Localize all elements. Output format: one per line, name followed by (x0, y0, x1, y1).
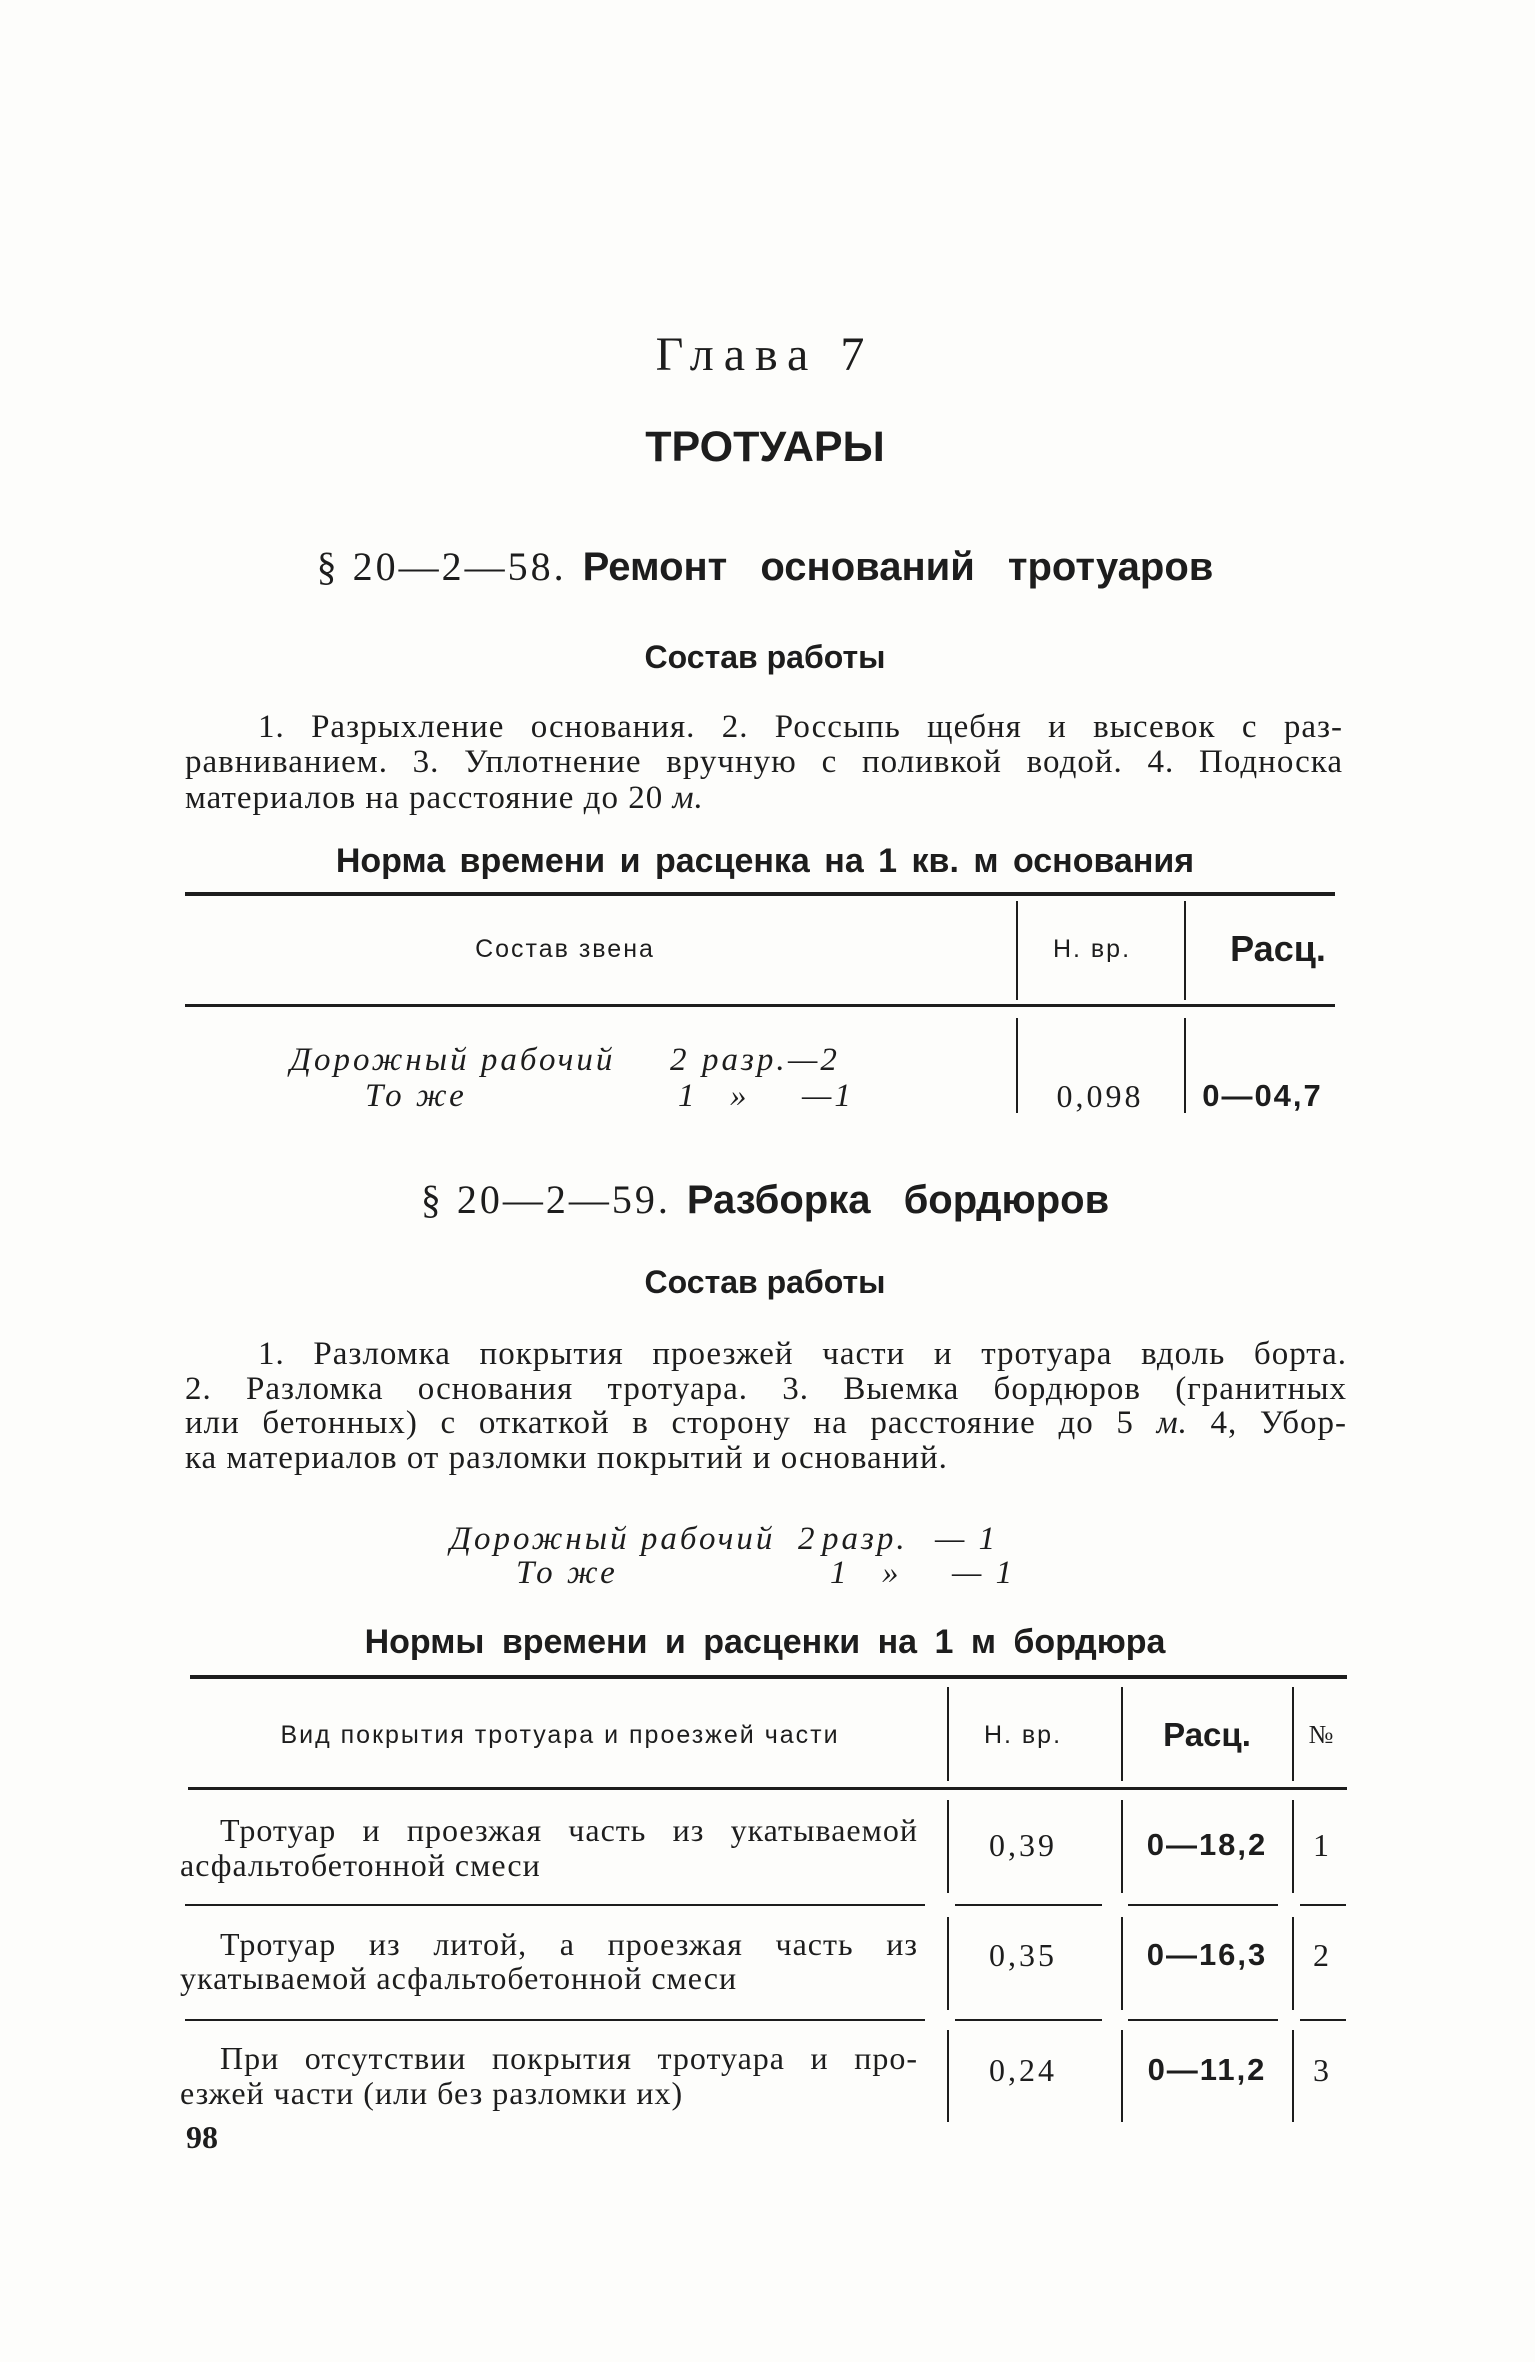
table-header-rule (185, 1004, 1335, 1007)
crew-count: —1 (802, 1078, 854, 1114)
unit-abbrev: м. (672, 780, 704, 816)
work-line-text: или бетонных) с откаткой в сторону на расстояние до 5 (185, 1405, 1157, 1441)
header-number: № (1308, 1720, 1334, 1749)
row-number: 3 (1313, 2052, 1329, 2088)
row-description-line: асфальтобетонной смеси (180, 1847, 541, 1883)
crew-unit: » (882, 1555, 902, 1591)
row-number: 1 (1313, 1827, 1329, 1863)
rate-value: 0—18,2 (1146, 1827, 1268, 1862)
norm-time-value: 0,39 (989, 1827, 1057, 1863)
chapter-label: Глава 7 (655, 328, 875, 381)
crew-unit: » (730, 1078, 750, 1114)
crew-count: — 1 (935, 1521, 999, 1557)
section-number: § 20—2—58. (316, 544, 567, 589)
work-heading: Состав работы (644, 1264, 886, 1300)
row-separator (185, 1904, 925, 1906)
page-number: 98 (186, 2119, 218, 2155)
column-divider (1184, 1018, 1186, 1113)
work-line (185, 1405, 1347, 1441)
crew-grade: 1 (830, 1555, 850, 1591)
norm-time-value: 0,098 (1056, 1078, 1144, 1114)
header-rate: Расц. (1163, 1716, 1251, 1753)
header-norm-time: Н. вр. (983, 1721, 1063, 1749)
work-line (185, 780, 704, 816)
crew-unit: разр. (822, 1521, 908, 1557)
work-line: равниванием. 3. Уплотнение вручную с поливкой водой. 4. Подноска (185, 744, 1343, 780)
chapter-title: ТРОТУАРЫ (645, 423, 885, 471)
row-separator (955, 1904, 1102, 1906)
work-line: 1. Разрыхление основания. 2. Россыпь щебня и высевок с раз- (258, 709, 1343, 745)
row-description-line: При отсутствии покрытия тротуара и про- (220, 2040, 918, 2076)
row-description-line: Тротуар из литой, а проезжая часть из (220, 1926, 918, 1962)
work-line-text: 4, Убор- (1187, 1405, 1347, 1441)
work-heading: Состав работы (644, 639, 886, 675)
header-surface-type: Вид покрытия тротуара и проезжей части (280, 1721, 840, 1749)
crew-grade: 1 (678, 1078, 698, 1114)
table-top-rule (185, 892, 1335, 896)
work-line: ка материалов от разломки покрытий и оснований. (185, 1440, 948, 1476)
section-title: Ремонт оснований тротуаров (582, 545, 1214, 589)
row-separator (1300, 2019, 1346, 2021)
rate-value: 0—16,3 (1146, 1937, 1268, 1972)
norm-heading: Норма времени и расценка на 1 кв. м основания (335, 842, 1195, 880)
work-line: 1. Разломка покрытия проезжей части и тротуара вдоль борта. (258, 1336, 1347, 1372)
section-title: Разборка бордюров (686, 1178, 1110, 1222)
section-heading (185, 1176, 1345, 1224)
unit-abbrev: м. (1156, 1405, 1188, 1441)
row-separator (185, 2019, 925, 2021)
crew-name: Дорожный рабочий (450, 1521, 776, 1557)
row-number: 2 (1313, 1937, 1329, 1973)
row-description-line: укатываемой асфальтобетонной смеси (180, 1960, 738, 1996)
row-separator (1128, 2019, 1278, 2021)
row-description-line: Тротуар и проезжая часть из укатываемой (220, 1812, 918, 1848)
column-divider (1121, 1687, 1123, 1781)
crew-grade: 2 (670, 1042, 690, 1078)
row-separator (1300, 1904, 1346, 1906)
table-header-rule (188, 1787, 1347, 1790)
crew-count: — 1 (952, 1555, 1016, 1591)
column-divider (1016, 901, 1018, 1000)
work-line: 2. Разломка основания тротуара. 3. Выемка бордюров (гранитных (185, 1371, 1347, 1407)
column-divider (947, 1687, 949, 1781)
header-norm-time: Н. вр. (1052, 935, 1132, 963)
row-description-line: езжей части (или без разломки их) (180, 2075, 684, 2111)
section-heading (185, 543, 1345, 591)
crew-grade: 2 (798, 1521, 818, 1557)
rate-value: 0—04,7 (1202, 1078, 1323, 1113)
crew-name: То же (365, 1078, 467, 1114)
norm-heading: Нормы времени и расценки на 1 м бордюра (364, 1623, 1166, 1661)
norm-time-value: 0,24 (989, 2052, 1057, 2088)
crew-unit: разр. (702, 1042, 788, 1078)
rate-value: 0—11,2 (1147, 2052, 1267, 2087)
column-divider (1184, 901, 1186, 1000)
table-top-rule (190, 1675, 1347, 1679)
crew-name: Дорожный рабочий (290, 1042, 616, 1078)
crew-count: —2 (788, 1042, 840, 1078)
header-rate: Расц. (1230, 928, 1326, 969)
column-divider (1292, 1687, 1294, 1781)
section-number: § 20—2—59. (420, 1177, 671, 1222)
norm-time-value: 0,35 (989, 1937, 1057, 1973)
crew-name: То же (516, 1555, 618, 1591)
row-separator (1128, 1904, 1278, 1906)
row-separator (955, 2019, 1102, 2021)
header-crew: Состав звена (475, 935, 655, 963)
work-line-text: материалов на расстояние до 20 (185, 780, 673, 816)
